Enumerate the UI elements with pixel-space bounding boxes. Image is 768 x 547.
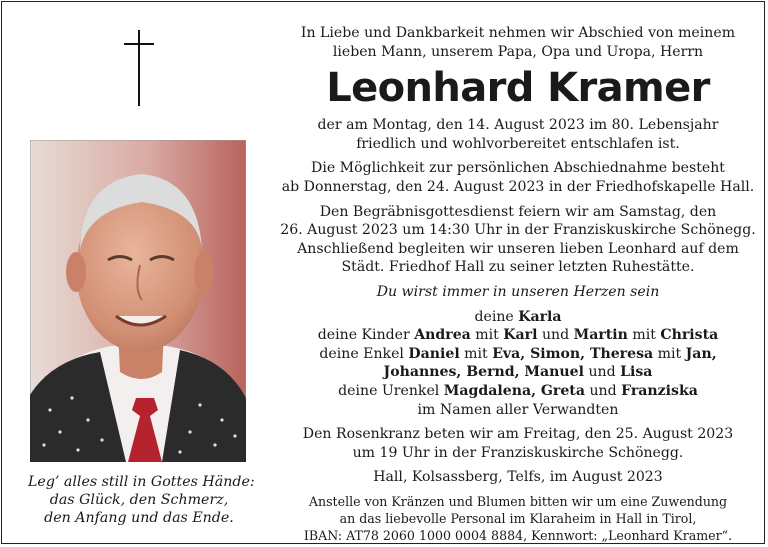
portrait-photo: [30, 140, 246, 462]
donation-line: an das liebevolle Personal im Klaraheim in Hall in Tirol,: [339, 510, 697, 526]
family-text: und: [584, 382, 622, 399]
family-children: [270, 326, 766, 345]
intro-line: lieben Mann, unserem Papa, Opa und Uropa, Herrn: [332, 43, 704, 60]
family-member: Franziska: [621, 382, 698, 399]
family-member: Jan,: [685, 345, 717, 362]
family-text: mit: [653, 345, 686, 362]
donation-notice: [270, 493, 766, 544]
family-member: Johannes, Bernd, Manuel: [383, 364, 584, 381]
family-text: deine Urenkel: [338, 382, 444, 399]
obituary-card: [1, 1, 765, 544]
service-line: Städt. Friedhof Hall zu seiner letzten Ruhestätte.: [341, 259, 695, 276]
death-line: der am Montag, den 14. August 2023 im 80. Lebensjahr: [317, 117, 719, 134]
family-text: mit: [627, 327, 661, 344]
family-grandchildren-cont: [270, 363, 766, 382]
family-member: Andrea: [414, 327, 471, 344]
family-text: deine: [474, 308, 519, 325]
family-member: Lisa: [620, 364, 653, 381]
family-member: Eva, Simon, Theresa: [492, 345, 654, 362]
family-member: Karla: [518, 308, 562, 325]
family-list: [270, 308, 766, 420]
memory-line: Du wirst immer in unseren Herzen sein: [376, 283, 660, 300]
rosary-line: um 19 Uhr in der Franziskuskirche Schönegg.: [352, 444, 684, 461]
rosary-notice: [270, 425, 766, 462]
verse-line: das Glück, den Schmerz,: [49, 492, 229, 508]
intro: [270, 24, 766, 61]
farewell-line: ab Donnerstag, den 24. August 2023 in der Friedhofskapelle Hall.: [281, 178, 755, 195]
family-relatives: im Namen aller Verwandten: [417, 401, 619, 418]
verse: [28, 473, 255, 527]
family-member: Christa: [660, 327, 719, 344]
farewell-notice: [270, 159, 766, 196]
farewell-line: Die Möglichkeit zur persönlichen Abschiednahme besteht: [311, 160, 725, 177]
family-text: und: [537, 327, 574, 344]
donation-line: Anstelle von Kränzen und Blumen bitten wir um eine Zuwendung: [308, 493, 728, 509]
family-great-grandchildren: [270, 382, 766, 401]
intro-line: In Liebe und Dankbarkeit nehmen wir Abschied von meinem: [300, 25, 736, 41]
death-notice: [270, 116, 766, 153]
verse-line: den Anfang und das Ende.: [44, 510, 234, 526]
family-text: deine Kinder: [317, 327, 415, 344]
deceased-name: Leonhard Kramer: [326, 65, 710, 112]
family-member: Martin: [573, 327, 628, 344]
death-line: friedlich und wohlvorbereitet entschlafen ist.: [356, 135, 680, 152]
family-text: mit: [470, 327, 504, 344]
service-line: Anschließend begleiten wir unseren lieben Leonhard auf dem: [297, 240, 739, 257]
rosary-line: Den Rosenkranz beten wir am Freitag, den 25. August 2023: [302, 426, 734, 443]
family-text: deine Enkel: [319, 345, 409, 362]
family-text: mit: [459, 345, 493, 362]
family-wife: [270, 308, 766, 327]
family-grandchildren: [270, 345, 766, 364]
service-line: 26. August 2023 um 14:30 Uhr in der Franziskuskirche Schönegg.: [280, 222, 756, 239]
service-line: Den Begräbnisgottesdienst feiern wir am Samstag, den: [319, 203, 717, 220]
service-notice: [270, 203, 766, 277]
place-date: Hall, Kolsassberg, Telfs, im August 2023: [373, 469, 663, 486]
obituary-text: [270, 24, 766, 544]
cross-icon: [124, 30, 154, 106]
family-text: und: [583, 364, 621, 381]
family-member: Karl: [503, 327, 538, 344]
family-member: Magdalena, Greta: [443, 382, 585, 399]
donation-line: IBAN: AT78 2060 1000 0004 8884, Kennwort: „Leonhard Kramer“.: [303, 527, 733, 543]
verse-line: Leg’ alles still in Gottes Hände:: [28, 474, 255, 490]
family-member: Daniel: [408, 345, 460, 362]
